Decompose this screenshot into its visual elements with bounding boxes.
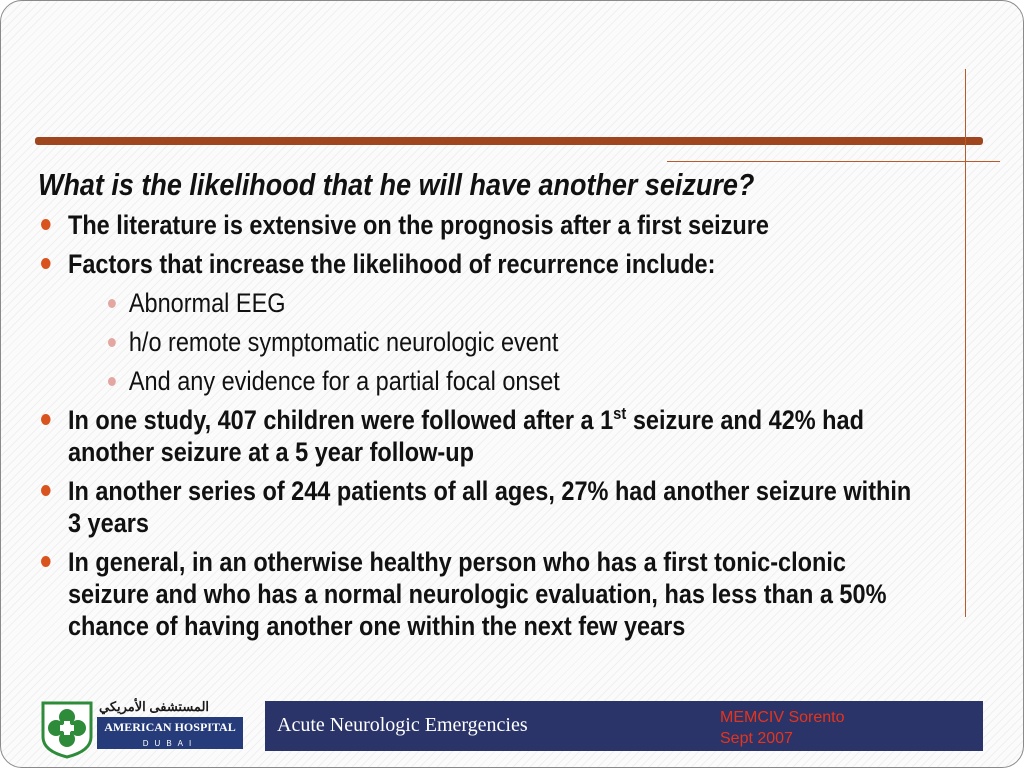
bullet-text-continued: seizure and 42% had another seizure at a 5 year follow-up: [67, 405, 864, 467]
bullet-item: [41, 546, 920, 642]
bullet-text: In another series of 244 patients of all ages, 27% had another seizure within 3 years: [67, 476, 912, 538]
bullet-list: [41, 209, 920, 649]
footer-bar: [265, 701, 983, 751]
sub-bullet-item: [41, 365, 920, 397]
hospital-english-name: AMERICAN HOSPITAL: [97, 717, 243, 738]
footer-date: Sept 2007: [720, 730, 793, 747]
bullet-item: [41, 209, 920, 241]
footer-event: MEMCIV Sorento: [720, 709, 845, 726]
bullet-text: In general, in an otherwise healthy person who has a first tonic-clonic seizure and who has a normal neurologic evaluation, has less than a 50% chance of having another one within the next few years: [67, 547, 887, 641]
footer-meta: [720, 707, 844, 749]
bullet-dot-icon: [41, 219, 51, 230]
sub-bullet-item: [41, 326, 920, 358]
sub-bullet-dot-icon: [108, 299, 116, 308]
sub-bullet-item: [41, 287, 920, 319]
hospital-arabic-name: المستشفى الأمريكي: [99, 699, 210, 714]
bullet-dot-icon: [41, 258, 51, 269]
sub-bullet-text: Abnormal EEG: [128, 288, 286, 318]
title-rule: [35, 137, 983, 145]
sub-bullet-dot-icon: [108, 377, 116, 386]
slide-title: What is the likelihood that he will have another seizure?: [38, 167, 755, 202]
bullet-text: The literature is extensive on the prognosis after a first seizure: [67, 210, 769, 240]
sub-bullet-text: h/o remote symptomatic neurologic event: [128, 327, 559, 357]
bullet-item: [41, 404, 920, 468]
footer-title: Acute Neurologic Emergencies: [277, 714, 528, 736]
bullet-dot-icon: [41, 556, 51, 567]
bullet-dot-icon: [41, 485, 51, 496]
sub-bullet-dot-icon: [108, 338, 116, 347]
hospital-city: DUBAI: [97, 738, 243, 749]
decorative-horizontal-line: [667, 161, 1000, 162]
bullet-dot-icon: [41, 414, 51, 425]
decorative-vertical-line: [965, 69, 966, 617]
bullet-text: Factors that increase the likelihood of recurrence include:: [67, 249, 716, 279]
bullet-item: [41, 475, 920, 539]
bullet-text: In one study, 407 children were followed after a 1: [67, 405, 614, 435]
american-hospital-logo: [39, 695, 245, 765]
clover-cross-icon: [39, 697, 95, 759]
sub-bullet-text: And any evidence for a partial focal onset: [128, 366, 560, 396]
bullet-superscript: st: [613, 404, 627, 423]
bullet-item: [41, 248, 920, 280]
